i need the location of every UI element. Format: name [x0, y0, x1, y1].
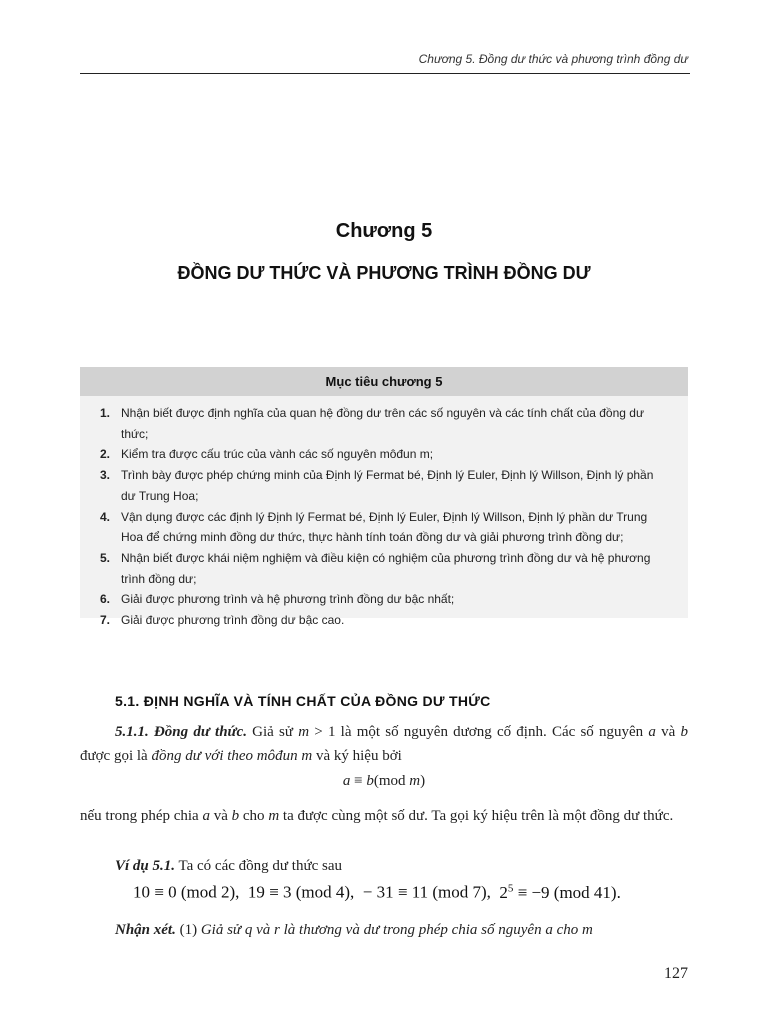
variable-a: a [202, 808, 210, 824]
example-label: Ví dụ 5.1. [115, 858, 176, 874]
formula-a: a [342, 773, 351, 789]
congruence-4 [499, 883, 620, 902]
objective-item [100, 610, 670, 631]
objective-item [100, 548, 670, 589]
section-title: 5.1. ĐỊNH NGHĨA VÀ TÍNH CHẤT CỦA ĐỒNG DƯ THỨC [115, 693, 491, 709]
formula-open: ( [373, 773, 379, 789]
chapter-number: Chương 5 [335, 220, 433, 242]
example-text: Ta có các đồng dư thức sau [175, 858, 342, 874]
explanation-text: và [209, 808, 232, 824]
explanation-text: cho [239, 808, 269, 824]
explanation-text: ta được cùng một số dư. Ta gọi ký hiệu trên là một đồng dư thức. [279, 808, 674, 824]
definition-paragraph [80, 720, 688, 768]
explanation-text: nếu trong phép chia [80, 808, 203, 824]
variable-b: b [680, 724, 688, 740]
objective-text: Giải được phương trình đồng dư bậc cao. [121, 613, 345, 628]
explanation-paragraph [80, 804, 688, 828]
remark-label: Nhận xét. [115, 922, 176, 938]
objective-number: 3. [100, 468, 111, 483]
congruence-1: 10 ≡ 0 (mod 2), [133, 882, 240, 902]
objective-item [100, 589, 670, 610]
objective-item [100, 465, 670, 506]
power-base: 2 [499, 882, 508, 902]
objectives-list [100, 403, 670, 631]
variable-b: b [231, 808, 240, 824]
definition-term: đồng dư với theo môđun m [151, 748, 313, 764]
running-header: Chương 5. Đồng dư thức và phương trình đồng dư [418, 52, 688, 66]
objective-text: Giải được phương trình và hệ phương trình đồng dư bậc nhất; [121, 592, 455, 607]
congruence-formula [0, 773, 768, 790]
formula-m: m [405, 773, 421, 789]
variable-m: m [298, 724, 310, 740]
variable-a: a [545, 922, 553, 938]
objective-item [100, 403, 670, 444]
definition-text: là một số nguyên dương cố định. Các số nguyên [335, 724, 649, 740]
formula-mod: mod [378, 773, 406, 789]
formula-close: ) [420, 773, 426, 789]
remark-text: (1) [175, 922, 201, 938]
variable-a: a [648, 724, 656, 740]
objective-number: 7. [100, 613, 111, 628]
example-congruences [133, 882, 621, 903]
variable-m: m [268, 808, 280, 824]
objective-text: Kiểm tra được cấu trúc của vành các số nguyên môđun m; [121, 447, 434, 462]
objective-number: 1. [100, 406, 111, 420]
variable-m: m [582, 922, 593, 938]
objective-text: Vận dụng được các định lý Định lý Fermat bé, Định lý Euler, Định lý Willson, Định lý phần dư Trung Hoa để chứng minh đồng dư thức, thực hành tính toán đồng dư và giải phương trình đồng dư; [121, 509, 648, 545]
congruence-2: 19 ≡ 3 (mod 4), [247, 882, 355, 902]
formula-equiv: ≡ [350, 773, 367, 789]
objectives-box [80, 367, 688, 628]
remark-text: và [252, 922, 275, 938]
objective-number: 2. [100, 447, 111, 462]
definition-text: > 1 [309, 724, 336, 740]
variable-r: r [274, 922, 280, 938]
objective-item [100, 507, 670, 548]
power-exponent: 5 [507, 882, 514, 894]
objectives-heading: Mục tiêu chương 5 [80, 367, 688, 396]
page-number: 127 [664, 965, 688, 982]
objective-text: Nhận biết được định nghĩa của quan hệ đồng dư trên các số nguyên và các tính chất của đồng dư thức; [121, 406, 644, 441]
remark-paragraph [80, 918, 688, 942]
definition-label: 5.1.1. Đồng dư thức. [115, 724, 247, 740]
header-divider [80, 73, 690, 74]
remark-text: Giả sử [200, 922, 245, 938]
remark-text: là thương và dư trong phép chia số nguyên [279, 922, 546, 938]
congruence-3: − 31 ≡ 11 (mod 7), [362, 882, 491, 902]
variable-q: q [244, 922, 253, 938]
example-paragraph [80, 854, 688, 878]
congruence-4-rest: ≡ −9 (mod 41). [513, 882, 621, 902]
chapter-title: ĐỒNG DƯ THỨC VÀ PHƯƠNG TRÌNH ĐỒNG DƯ [177, 263, 591, 283]
definition-text: Giả sử [246, 724, 299, 740]
objective-number: 6. [100, 592, 111, 607]
formula-b: b [366, 773, 374, 789]
remark-text: cho [552, 922, 583, 938]
objective-text: Trình bày được phép chứng minh của Định lý Fermat bé, Định lý Euler, Định lý Willson, Định lý phần dư Trung Hoa; [121, 468, 654, 503]
objective-item [100, 444, 670, 465]
definition-text: và [655, 724, 681, 740]
objective-number: 4. [100, 509, 111, 524]
definition-text: được gọi là [80, 748, 152, 764]
objective-number: 5. [100, 550, 111, 565]
definition-text: và ký hiệu bởi [312, 748, 402, 764]
objective-text: Nhận biết được khái niệm nghiệm và điều kiện có nghiệm của phương trình đồng dư và hệ phương trình đồng dư; [121, 550, 651, 586]
